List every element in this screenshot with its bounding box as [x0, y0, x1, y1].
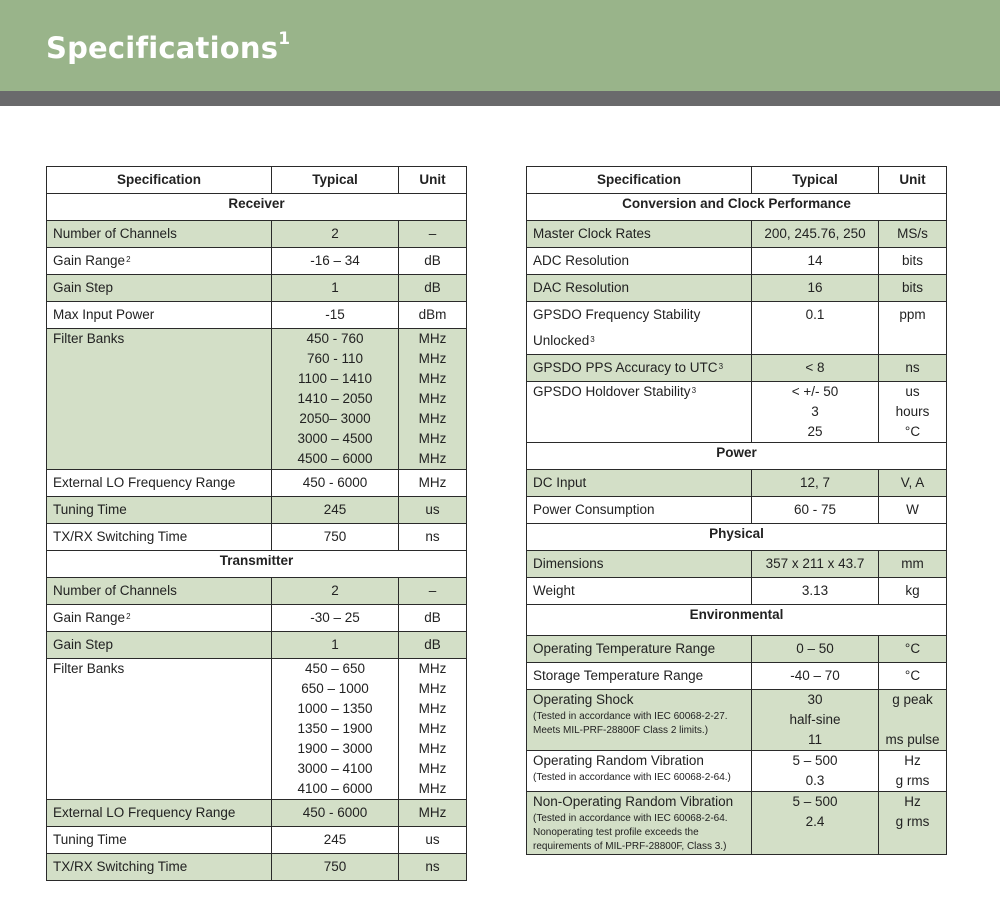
spec-typical: 16: [752, 275, 879, 302]
spec-typical: 0 – 50: [752, 636, 879, 663]
spec-typical: 450 - 6000: [272, 800, 399, 827]
spec-unit: kg: [879, 578, 947, 605]
spec-name: Filter Banks: [47, 329, 272, 470]
footnote-mark: 2: [126, 612, 131, 621]
spec-typical: 357 x 211 x 43.7: [752, 551, 879, 578]
spec-typical: 450 – 650 650 – 1000 1000 – 1350 1350 – 1900 1900 – 3000 3000 – 4100 4100 – 6000: [272, 659, 399, 800]
section-environmental: Environmental: [527, 605, 947, 636]
table-row: [47, 221, 467, 248]
footnote-mark: 3: [691, 386, 697, 395]
spec-unit: MHz MHz MHz MHz MHz MHz MHz: [399, 329, 467, 470]
table-row-holdover: [527, 382, 947, 443]
table-row: [527, 302, 947, 355]
spec-name: Non-Operating Random Vibration (Tested in accordance with IEC 60068-2-64. Nonoperating test profile exceeds the requirements of MIL-PRF-28800F, Class 3.): [527, 792, 752, 855]
spec-unit: Hz g rms: [879, 792, 947, 855]
footnote-mark: 2: [126, 255, 131, 264]
table-row: [527, 663, 947, 690]
col-header-spec: Specification: [527, 167, 752, 194]
right-spec-table: [526, 166, 947, 855]
spec-name: Number of Channels: [47, 578, 272, 605]
spec-unit: MHz: [399, 470, 467, 497]
spec-typical: 60 - 75: [752, 497, 879, 524]
left-spec-table: [46, 166, 467, 881]
spec-unit: –: [399, 221, 467, 248]
table-row: [527, 578, 947, 605]
footnote-mark: 3: [590, 335, 595, 344]
spec-typical: -15: [272, 302, 399, 329]
table-row: [527, 355, 947, 382]
col-header-unit: Unit: [879, 167, 947, 194]
table-row: [47, 470, 467, 497]
spec-name: Weight: [527, 578, 752, 605]
spec-unit: W: [879, 497, 947, 524]
page-title: Specifications$^1$: [46, 29, 291, 65]
col-header-unit: Unit: [399, 167, 467, 194]
table-row: [47, 275, 467, 302]
table-row: [47, 854, 467, 881]
section-receiver: Receiver: [47, 194, 467, 221]
spec-unit: °C: [879, 636, 947, 663]
spec-name: Tuning Time: [47, 827, 272, 854]
table-row: [527, 497, 947, 524]
spec-typical: 1: [272, 275, 399, 302]
spec-typical: 30 half-sine 11: [752, 690, 879, 751]
table-row: [47, 302, 467, 329]
table-row-filter-banks: [47, 659, 467, 800]
test-note: (Tested in accordance with IEC 60068-2-64.): [533, 772, 731, 783]
spec-unit: us: [399, 827, 467, 854]
section-conversion: Conversion and Clock Performance: [527, 194, 947, 221]
table-row: [527, 636, 947, 663]
title-footnote: 1: [278, 29, 291, 49]
spec-typical: 5 – 500 2.4: [752, 792, 879, 855]
table-header-row: [47, 167, 467, 194]
footnote-mark: 3: [718, 362, 724, 371]
spec-name: Number of Channels: [47, 221, 272, 248]
section-physical: Physical: [527, 524, 947, 551]
spec-typical: 14: [752, 248, 879, 275]
table-row-filter-banks: [47, 329, 467, 470]
spec-unit: –: [399, 578, 467, 605]
spec-unit: g peak ms pulse: [879, 690, 947, 751]
table-row: [527, 551, 947, 578]
table-row: [47, 632, 467, 659]
spec-name: Operating Temperature Range: [527, 636, 752, 663]
spec-name: TX/RX Switching Time: [47, 524, 272, 551]
spec-name: DC Input: [527, 470, 752, 497]
spec-name: GPSDO PPS Accuracy to UTC$^3$: [527, 355, 752, 382]
spec-unit: dB: [399, 248, 467, 275]
spec-unit: ns: [399, 524, 467, 551]
table-row: [47, 497, 467, 524]
spec-name: DAC Resolution: [527, 275, 752, 302]
spec-unit: us: [399, 497, 467, 524]
table-row: [527, 221, 947, 248]
spec-name: GPSDO Frequency Stability Unlocked$^3$: [527, 302, 752, 355]
spec-unit: V, A: [879, 470, 947, 497]
spec-typical: 12, 7: [752, 470, 879, 497]
spec-typical: 200, 245.76, 250: [752, 221, 879, 248]
spec-typical: -40 – 70: [752, 663, 879, 690]
table-row: [527, 248, 947, 275]
table-row: [527, 275, 947, 302]
table-header-row: [527, 167, 947, 194]
test-note: (Tested in accordance with IEC 60068-2-27. Meets MIL-PRF-28800F Class 2 limits.): [533, 711, 728, 736]
spec-typical: 5 – 500 0.3: [752, 751, 879, 792]
table-row: [47, 578, 467, 605]
table-row: [47, 827, 467, 854]
spec-name: External LO Frequency Range: [47, 800, 272, 827]
spec-unit: MHz MHz MHz MHz MHz MHz MHz: [399, 659, 467, 800]
col-header-typical: Typical: [752, 167, 879, 194]
col-header-spec: Specification: [47, 167, 272, 194]
header-banner: [0, 0, 1000, 91]
table-row: [47, 248, 467, 275]
spec-name: Master Clock Rates: [527, 221, 752, 248]
spec-typical: 450 - 760 760 - 110 1100 – 1410 1410 – 2050 2050– 3000 3000 – 4500 4500 – 6000: [272, 329, 399, 470]
spec-unit: us hours °C: [879, 382, 947, 443]
spec-unit: bits: [879, 275, 947, 302]
spec-name: Filter Banks: [47, 659, 272, 800]
spec-typical: < 8: [752, 355, 879, 382]
spec-name: Max Input Power: [47, 302, 272, 329]
spec-unit: dB: [399, 632, 467, 659]
spec-unit: ns: [879, 355, 947, 382]
table-row: [527, 470, 947, 497]
spec-typical: 3.13: [752, 578, 879, 605]
spec-unit: mm: [879, 551, 947, 578]
spec-name: Dimensions: [527, 551, 752, 578]
spec-name: Storage Temperature Range: [527, 663, 752, 690]
col-header-typical: Typical: [272, 167, 399, 194]
spec-unit: MS/s: [879, 221, 947, 248]
table-row: [47, 800, 467, 827]
section-transmitter: Transmitter: [47, 551, 467, 578]
spec-name: Tuning Time: [47, 497, 272, 524]
spec-name: Gain Range$^2$: [47, 605, 272, 632]
spec-name: TX/RX Switching Time: [47, 854, 272, 881]
spec-name: Gain Step: [47, 632, 272, 659]
spec-typical: -30 – 25: [272, 605, 399, 632]
header-band: [0, 91, 1000, 106]
spec-unit: ns: [399, 854, 467, 881]
table-row-vibration: [527, 751, 947, 792]
spec-typical: 245: [272, 497, 399, 524]
spec-typical: 245: [272, 827, 399, 854]
spec-unit: bits: [879, 248, 947, 275]
spec-typical: -16 – 34: [272, 248, 399, 275]
spec-unit: Hz g rms: [879, 751, 947, 792]
spec-name: Operating Shock (Tested in accordance with IEC 60068-2-27. Meets MIL-PRF-28800F Class 2 limits.): [527, 690, 752, 751]
spec-name: Gain Step: [47, 275, 272, 302]
spec-name: External LO Frequency Range: [47, 470, 272, 497]
spec-name: Power Consumption: [527, 497, 752, 524]
spec-typical: 2: [272, 221, 399, 248]
spec-unit: MHz: [399, 800, 467, 827]
spec-typical: 0.1: [752, 302, 879, 355]
spec-typical: 750: [272, 854, 399, 881]
spec-unit: dB: [399, 605, 467, 632]
spec-unit: dB: [399, 275, 467, 302]
spec-unit: dBm: [399, 302, 467, 329]
spec-name: Operating Random Vibration (Tested in accordance with IEC 60068-2-64.): [527, 751, 752, 792]
spec-unit: °C: [879, 663, 947, 690]
spec-name: GPSDO Holdover Stability$^3$: [527, 382, 752, 443]
spec-name: Gain Range$^2$: [47, 248, 272, 275]
table-row: [47, 524, 467, 551]
table-row: [47, 605, 467, 632]
spec-typical: 2: [272, 578, 399, 605]
test-note: (Tested in accordance with IEC 60068-2-64. Nonoperating test profile exceeds the requirements of MIL-PRF-28800F, Class 3.): [533, 813, 728, 852]
table-row-shock: [527, 690, 947, 751]
spec-typical: 450 - 6000: [272, 470, 399, 497]
table-row-nonop-vibration: [527, 792, 947, 855]
spec-name: ADC Resolution: [527, 248, 752, 275]
spec-unit: ppm: [879, 302, 947, 355]
spec-typical: 750: [272, 524, 399, 551]
spec-typical: < +/- 50 3 25: [752, 382, 879, 443]
section-power: Power: [527, 443, 947, 470]
spec-typical: 1: [272, 632, 399, 659]
